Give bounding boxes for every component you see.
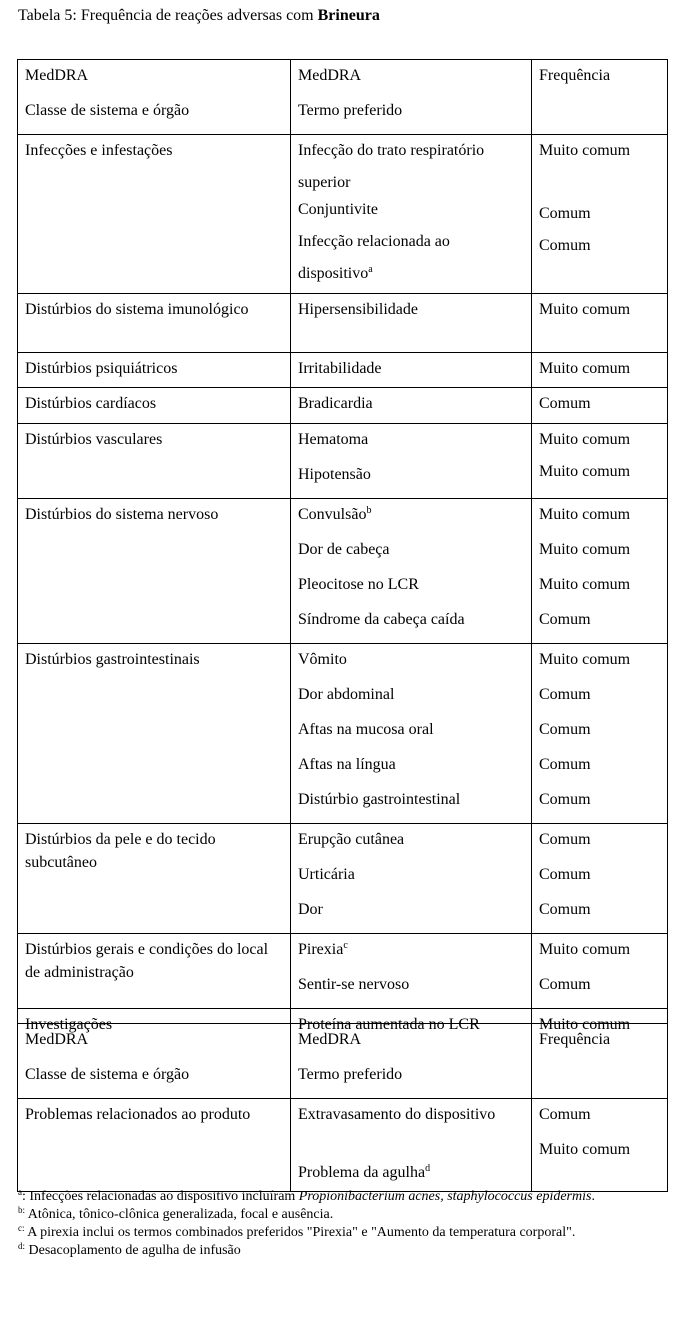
table-header-row [18, 1024, 668, 1099]
footnote-d-mark: d: [18, 1241, 26, 1251]
term [298, 503, 524, 538]
footnote-c-mark: c: [18, 1223, 25, 1233]
freq: Comum [539, 721, 591, 738]
header-soc-line1: MedDRA [25, 67, 89, 84]
footnote-mark: c [343, 940, 348, 951]
term: Vômito [298, 651, 347, 668]
footnotes [18, 1188, 658, 1260]
footnote-d-text: Desacoplamento de agulha de infusão [25, 1243, 241, 1258]
freq-cell [532, 424, 668, 499]
header-term-line1: MedDRA [298, 67, 362, 84]
footnote-a-mark: a [18, 1187, 22, 1197]
freq: Comum [539, 756, 591, 773]
footnote-b [18, 1206, 658, 1224]
table-row [18, 294, 668, 353]
freq: Muito comum [539, 1141, 631, 1158]
term: Distúrbio gastrointestinal [298, 791, 461, 808]
freq-cell [532, 499, 668, 644]
freq: Muito comum [539, 463, 631, 480]
caption-prefix: Tabela 5: Frequência de reações adversas com [18, 7, 318, 24]
freq: Comum [539, 831, 591, 848]
term-cell: Proteína aumentada no LCR [291, 1009, 532, 1044]
term-cell: Bradicardia [291, 388, 532, 424]
table-row [18, 499, 668, 644]
header-term [291, 60, 532, 135]
term: Extravasamento do dispositivo [298, 1106, 496, 1123]
footnote-c-text: A pirexia inclui os termos combinados preferidos "Pirexia" e "Aumento da temperatura corporal". [24, 1225, 576, 1240]
freq: Muito comum [539, 651, 631, 668]
term: Aftas na mucosa oral [298, 721, 434, 738]
header-term-line2: Termo preferido [298, 1066, 403, 1083]
term-cell: Hipersensibilidade [291, 294, 532, 353]
table-row [18, 824, 668, 934]
term [298, 1161, 524, 1189]
freq: Muito comum [539, 506, 631, 523]
term: Erupção cutânea [298, 831, 405, 848]
header-soc [18, 1024, 291, 1099]
table-caption [18, 6, 380, 26]
term: Síndrome da cabeça caída [298, 611, 465, 628]
soc-cell: Distúrbios da pele e do tecido subcutâneo [18, 824, 291, 934]
footnote-b-mark: b: [18, 1205, 26, 1215]
header-term-line2: Termo preferido [298, 102, 403, 119]
table-row [18, 353, 668, 388]
freq-cell [532, 934, 668, 1009]
term: Conjuntivite [298, 201, 378, 218]
soc-cell: Distúrbios vasculares [18, 424, 291, 499]
header-frequency: Frequência [532, 1024, 668, 1099]
adverse-reactions-table-continued [17, 1023, 668, 1192]
freq: Muito comum [539, 941, 631, 958]
soc-cell: Distúrbios do sistema nervoso [18, 499, 291, 644]
header-soc-line2: Classe de sistema e órgão [25, 1066, 190, 1083]
term-cell [291, 1099, 532, 1192]
footnote-mark: a [368, 264, 373, 275]
term: Dor [298, 901, 323, 918]
footnote-mark: d [425, 1163, 431, 1174]
term-cell [291, 934, 532, 1009]
term: Infecção do trato respiratório superior [298, 142, 485, 191]
freq-cell [532, 1099, 668, 1192]
table-row [18, 934, 668, 1009]
freq: Comum [539, 237, 591, 254]
term [298, 938, 524, 973]
term-cell [291, 824, 532, 934]
term-text: Problema da agulha [298, 1164, 426, 1181]
footnote-a-text: : Infecções relacionadas ao dispositivo incluíram [22, 1189, 299, 1204]
footnote-a [18, 1188, 658, 1206]
term: Aftas na língua [298, 756, 396, 773]
soc-cell: Distúrbios gerais e condições do local de administração [18, 934, 291, 1009]
header-term [291, 1024, 532, 1099]
freq: Comum [539, 1106, 591, 1123]
term [298, 226, 524, 286]
soc-cell: Distúrbios psiquiátricos [18, 353, 291, 388]
freq: Muito comum [539, 142, 631, 159]
freq-cell: Comum [532, 388, 668, 424]
freq: Comum [539, 611, 591, 628]
term-text: Infecção relacionada ao dispositivo [298, 233, 450, 282]
freq-cell: Muito comum [532, 1009, 668, 1044]
caption-drug-name: Brineura [317, 7, 380, 24]
term-cell [291, 424, 532, 499]
term: Sentir-se nervoso [298, 976, 410, 993]
freq-cell: Muito comum [532, 353, 668, 388]
table-row [18, 644, 668, 824]
freq-cell [532, 824, 668, 934]
soc-cell: Investigações [18, 1009, 291, 1044]
freq: Comum [539, 791, 591, 808]
header-term-line1: MedDRA [298, 1031, 362, 1048]
term-cell: Irritabilidade [291, 353, 532, 388]
freq: Muito comum [539, 576, 631, 593]
term: Dor de cabeça [298, 541, 390, 558]
term: Pleocitose no LCR [298, 576, 419, 593]
freq: Muito comum [539, 541, 631, 558]
table-header-row [18, 60, 668, 135]
freq: Muito comum [539, 431, 631, 448]
soc-cell: Problemas relacionados ao produto [18, 1099, 291, 1192]
footnote-b-text: Atônica, tônico-clônica generalizada, focal e ausência. [25, 1207, 334, 1222]
adverse-reactions-table [17, 59, 668, 1044]
term-text: Convulsão [298, 506, 367, 523]
term: Hipotensão [298, 466, 371, 483]
term: Hematoma [298, 431, 369, 448]
freq: Comum [539, 901, 591, 918]
table-row [18, 1099, 668, 1192]
freq: Comum [539, 976, 591, 993]
footnote-a-end: . [591, 1189, 595, 1204]
table-row [18, 424, 668, 499]
footnote-d [18, 1242, 658, 1260]
freq-cell [532, 644, 668, 824]
soc-cell: Distúrbios gastrointestinais [18, 644, 291, 824]
header-soc-line2: Classe de sistema e órgão [25, 102, 190, 119]
term-cell [291, 499, 532, 644]
term: Urticária [298, 866, 355, 883]
soc-cell: Distúrbios cardíacos [18, 388, 291, 424]
freq-cell [532, 135, 668, 294]
header-soc-line1: MedDRA [25, 1031, 89, 1048]
footnote-c [18, 1224, 658, 1242]
freq: Comum [539, 866, 591, 883]
header-frequency: Frequência [532, 60, 668, 135]
table-row [18, 388, 668, 424]
footnote-mark: b [366, 505, 372, 516]
term-cell [291, 644, 532, 824]
term-cell [291, 135, 532, 294]
header-soc [18, 60, 291, 135]
freq-cell: Muito comum [532, 294, 668, 353]
term-text: Pirexia [298, 941, 344, 958]
soc-cell: Infecções e infestações [18, 135, 291, 294]
freq: Comum [539, 205, 591, 222]
table-row [18, 135, 668, 294]
footnote-a-italic: Propionibacterium acnes, staphylococcus epidermis [298, 1189, 592, 1204]
term: Dor abdominal [298, 686, 395, 703]
freq: Comum [539, 686, 591, 703]
soc-cell: Distúrbios do sistema imunológico [18, 294, 291, 353]
